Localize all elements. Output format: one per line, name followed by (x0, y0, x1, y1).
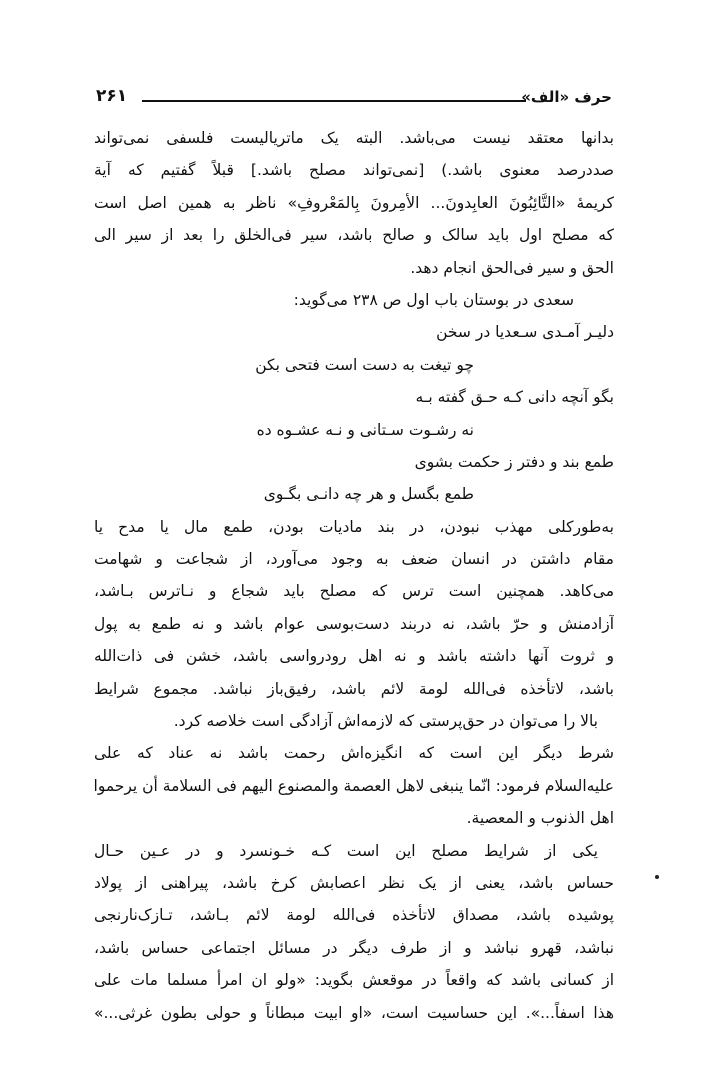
text-line: از کسانی باشد که واقعاً در موقعش بگوید: «ولو ان امرأ مسلما مات علی (94, 971, 614, 990)
text-line: مقام داشتن در انسان ضعف به وجود می‌آورد، از شجاعت و شهامت (94, 550, 614, 569)
text-line: نباشد، قهرو نباشد و از طرف دیگر در مسائل اجتماعی حساس باشد، (94, 938, 614, 957)
text-line: حساس باشد، یعنی از یک نظر اعصابش کرخ باشد، پیراهنی از پولاد (94, 873, 614, 892)
text-line: صددرصد معنوی باشد.) [نمی‌تواند مصلح باشد.] قبلاً گفتیم که آیة (94, 161, 614, 180)
poem-hemistich: چو تیغت به دست است فتحی بکن (255, 355, 474, 374)
text-line: یکی از شرایط مصلح این است کـه خـونسرد و در عـین حـال (94, 841, 598, 860)
text-line: آزادمنش و حرّ باشد، نه دربند دست‌بوسی عوام باشد و نه طمع به پول (94, 614, 614, 633)
text-line: پوشیده باشد، مصداق لاتأخذه فی‌الله لومة لائم بـاشد، تـازک‌نارنجی (94, 906, 614, 925)
margin-mark (655, 875, 659, 879)
poem-hemistich: طمع بگسل و هر چه دانـی بگـوی (263, 485, 474, 504)
poem-intro: سعدی در بوستان باب اول ص ۲۳۸ می‌گوید: (293, 290, 574, 309)
text-line: می‌کاهد. همچنین است ترس که مصلح باید شجاع و نـاترس بـاشد، (94, 582, 614, 601)
body-text (94, 122, 614, 1029)
text-line: الحق و سیر فی‌الحق انجام دهد. (410, 258, 614, 277)
running-header (90, 86, 612, 114)
text-line: هذا اسفاً...». این حساسیت است، «او ابیت مبطاناً و حولی بطون غرثی...» (94, 1003, 614, 1022)
header-rule (142, 100, 526, 102)
text-line: و ثروت آنها داشته باشد و نه اهل رودرواسی باشد، خشن فی ذات‌الله (94, 647, 614, 666)
text-line: بالا را می‌توان در حق‌پرستی که لازمه‌اش آزادگی است خلاصه کرد. (173, 712, 598, 731)
poem-hemistich: دلیـر آمـدی سـعدیا در سخن (436, 323, 614, 342)
text-line: علیه‌السلام فرمود: انّما ینبغی لاهل العصمة والمصنوع الیهم فی السلامة أن یرحموا (94, 776, 614, 795)
text-line: باشد، لاتأخذه فی‌الله لومة لائم باشد، رفیق‌باز نباشد. مجموع شرایط (94, 679, 614, 698)
text-line: شرط دیگر این است که انگیزه‌اش رحمت باشد نه عناد که علی (94, 744, 614, 763)
poem-hemistich: بگو آنچه دانی کـه حـق گفته بـه (415, 388, 614, 407)
section-title: حرف «الف» (521, 88, 612, 106)
text-line: اهل الذنوب و المعصیة. (466, 809, 614, 828)
poem-hemistich: طمع بند و دفتر ز حکمت بشوی (414, 452, 614, 471)
page-number: ۲۶۱ (96, 86, 128, 106)
text-line: به‌طورکلی مهذب نبودن، در بند مادیات بودن، طمع مال یا مدح یا (94, 517, 614, 536)
text-line: که مصلح اول باید سالک و صالح باشد، سیر فی‌الخلق را بعد از سیر الی (94, 226, 614, 245)
poem-hemistich: نه رشـوت سـتانی و نـه عشـوه ده (256, 420, 474, 439)
text-line: بدانها معتقد نیست می‌باشد. البته یک ماتریالیست فلسفی نمی‌تواند (94, 129, 614, 147)
text-line: کریمهٔ «التَّائِبُونَ العابِدونَ... الأمِرونَ بِالمَعْروفِ» ناظر به همین اصل است (94, 193, 614, 212)
